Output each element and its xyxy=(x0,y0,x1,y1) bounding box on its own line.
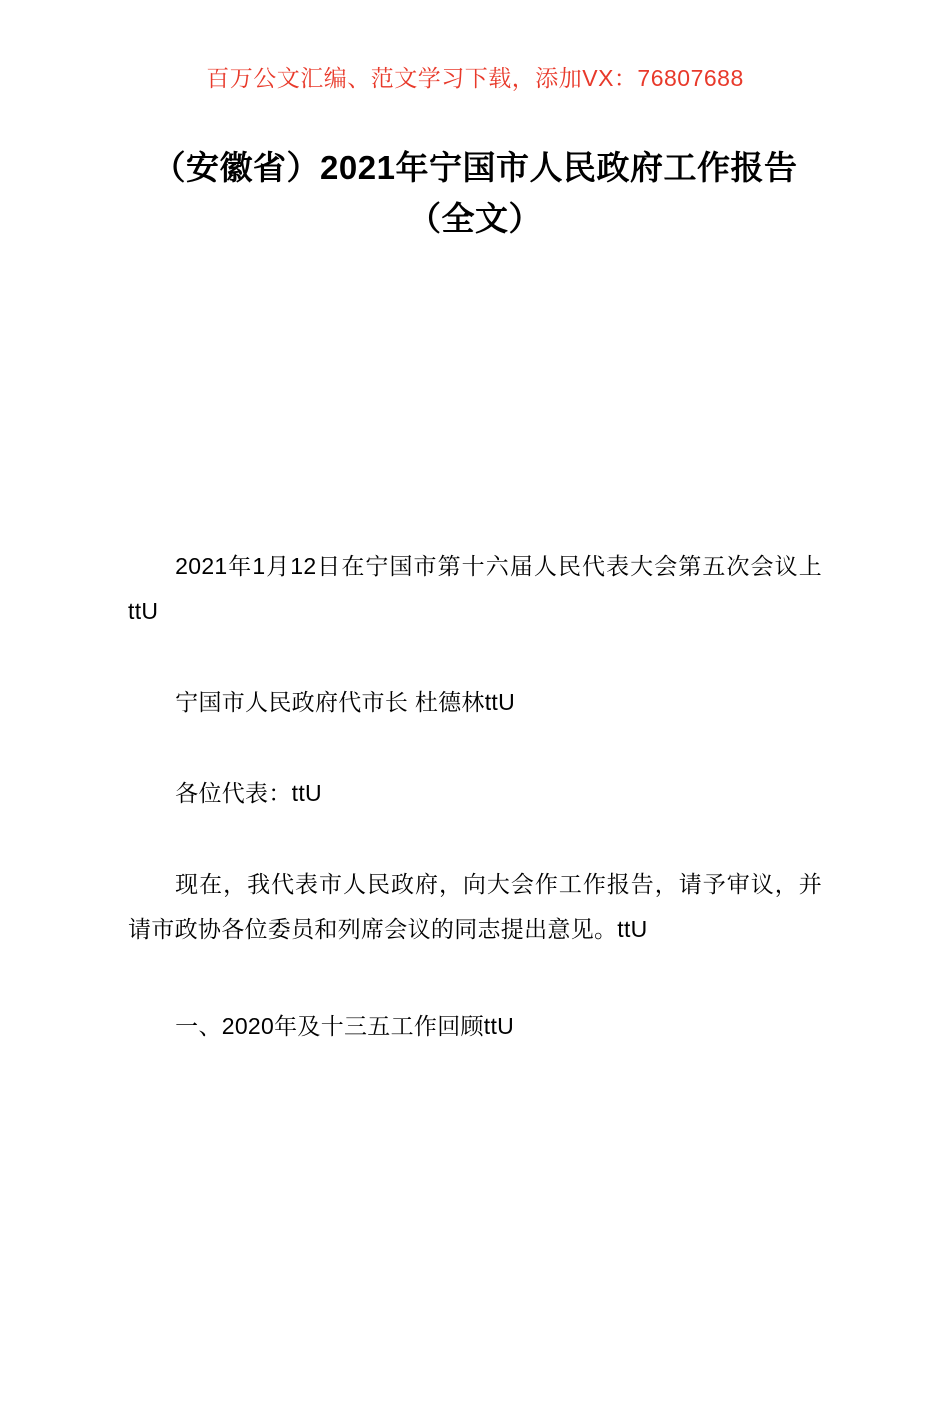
section-heading-one: 一、2020年及十三五工作回顾ttU xyxy=(175,1012,515,1039)
paragraph-speaker: 宁国市人民政府代市长 杜德林ttU xyxy=(175,689,516,716)
document-page xyxy=(0,62,950,1406)
paragraph-opening-statement: 现在，我代表市人民政府，向大会作工作报告，请予审议，并请市政协各位委员和列席会议的同志提出意见。ttU xyxy=(128,870,822,942)
promo-banner-text: 百万公文汇编、范文学习下载，添加VX：76807688 xyxy=(206,65,744,91)
paragraph-salutation: 各位代表：ttU xyxy=(175,780,322,806)
page-title: （安徽省）2021年宁国市人民政府工作报告（全文） xyxy=(152,149,798,238)
paragraph-meeting-info: 2021年1月12日在宁国市第十六届人民代表大会第五次会议上ttU xyxy=(128,553,822,625)
title-body-spacer xyxy=(128,244,822,544)
